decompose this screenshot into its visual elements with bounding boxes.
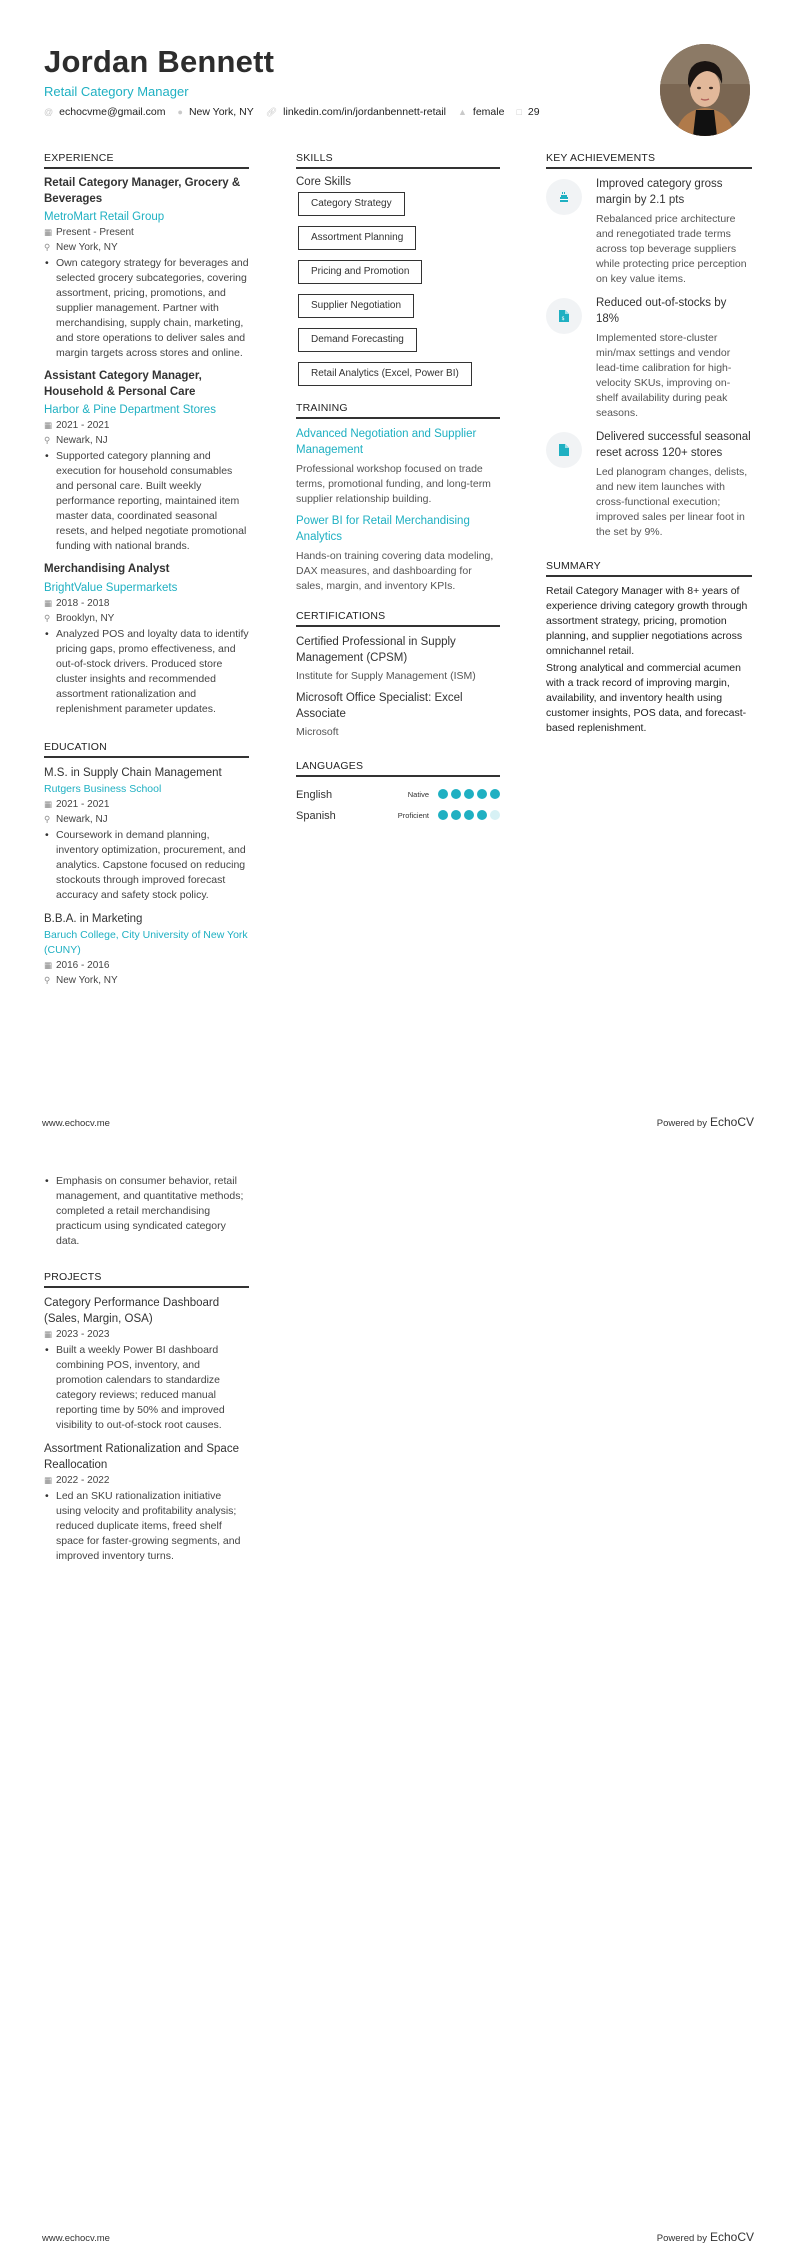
location-pin-icon: ⚲ — [44, 435, 51, 445]
location-pin-icon: ⚲ — [44, 242, 51, 252]
portrait-image — [660, 44, 750, 136]
certifications-heading: CERTIFICATIONS — [296, 610, 500, 627]
skill-tag: Supplier Negotiation — [298, 294, 414, 318]
contact-linkedin[interactable]: 🔗︎ linkedin.com/in/jordanbennett-retail — [265, 106, 446, 118]
certification-issuer: Institute for Supply Management (ISM) — [296, 670, 476, 682]
experience-entry — [44, 369, 249, 554]
dot-filled — [490, 789, 500, 799]
language-row — [296, 805, 500, 826]
job-title: Assistant Category Manager, Household & Personal Care — [44, 370, 202, 398]
school-name: Baruch College, City University of New York (CUNY) — [44, 928, 248, 956]
certification-entry — [296, 690, 500, 740]
degree: B.B.A. in Marketing — [44, 912, 143, 925]
left-column-continued — [44, 1173, 249, 1572]
achievement-title: Delivered successful seasonal reset across 120+ stores — [596, 431, 751, 459]
skill-tag: Pricing and Promotion — [298, 260, 422, 284]
edu-location: ⚲ New York, NY — [44, 974, 118, 986]
calendar-icon: ▦ — [44, 1475, 53, 1485]
dot-empty — [490, 810, 500, 820]
training-title: Advanced Negotiation and Supplier Management — [296, 428, 477, 456]
candidate-name: Jordan Bennett — [44, 44, 275, 79]
project-dates: ▦ 2023 - 2023 — [44, 1329, 110, 1340]
location-pin-icon: ⚲ — [44, 612, 51, 623]
calendar-icon: ▦ — [44, 959, 53, 970]
language-row — [296, 784, 500, 805]
skills-heading: SKILLS — [296, 152, 500, 169]
proficiency-dots — [435, 807, 500, 825]
training-description: Professional workshop focused on trade terms, promotional funding, and long-term supplier relationship building. — [296, 463, 491, 505]
job-bullets — [44, 449, 249, 554]
calendar-icon: ▦ — [44, 597, 53, 608]
company-name: MetroMart Retail Group — [44, 211, 165, 223]
achievement-item — [546, 429, 752, 540]
footer-brand[interactable]: EchoCV — [709, 2230, 754, 2244]
company-name: Harbor & Pine Department Stores — [44, 404, 216, 416]
achievement-description: Led planogram changes, delists, and new item launches with cross-functional execution; improved sales per linear foot in the set by 9%. — [596, 466, 748, 538]
contact-location: ● New York, NY — [177, 106, 254, 118]
achievement-item — [546, 295, 752, 421]
bullet-item: • Emphasis on consumer behavior, retail management, and quantitative methods; completed a retail merchandising practicum using syndicated category data. — [44, 1174, 249, 1249]
contact-email[interactable]: @ echocvme@gmail.com — [44, 106, 166, 118]
location-pin-icon: ⚲ — [44, 974, 51, 985]
dot-filled — [438, 810, 448, 820]
achievement-description: Rebalanced price architecture and renegotiated trade terms across top beverage suppliers while protecting price perception on key value items. — [596, 213, 747, 285]
skill-tag: Retail Analytics (Excel, Power BI) — [298, 362, 472, 386]
job-dates: ▦ 2021 - 2021 — [44, 420, 110, 431]
language-level: Native — [407, 790, 429, 799]
dot-filled — [477, 810, 487, 820]
certification-entry — [296, 634, 500, 684]
dot-filled — [464, 789, 474, 799]
language-name: English — [296, 788, 333, 801]
dot-filled — [464, 810, 474, 820]
edu-location: ⚲ Newark, NJ — [44, 813, 108, 825]
achievement-title: Reduced out-of-stocks by 18% — [596, 297, 727, 325]
training-heading: TRAINING — [296, 402, 500, 419]
contact-gender: ▲ female — [458, 106, 505, 118]
education-entry — [44, 911, 249, 988]
location-pin-icon: ● — [177, 107, 183, 117]
skills-list — [296, 192, 500, 396]
page-footer — [42, 2230, 754, 2244]
project-bullets — [44, 1489, 249, 1564]
summary-paragraph: Retail Category Manager with 8+ years of experience driving category growth through assortment strategy, pricing, promotion planning, and supplier negotiations across omnichannel retail. — [546, 585, 748, 657]
dot-filled — [477, 789, 487, 799]
footer-brand[interactable]: EchoCV — [709, 1115, 754, 1129]
job-dates: ▦ 2018 - 2018 — [44, 597, 110, 609]
proficiency-dots — [435, 786, 500, 804]
calendar-icon: □ — [516, 107, 522, 117]
calendar-icon: ▦ — [44, 420, 53, 430]
bullet-item: • Analyzed POS and loyalty data to identify pricing gaps, promo effectiveness, and out-of-stock drivers. Produced store cluster insights and recommended assortment rationalization and replenishment parameter updates. — [44, 627, 249, 717]
dot-filled — [451, 789, 461, 799]
resume-header — [44, 44, 644, 118]
skills-group-label: Core Skills — [296, 176, 351, 188]
job-location: ⚲ New York, NY — [44, 242, 118, 253]
achievement-description: Implemented store-cluster min/max settings and vendor lead-time calibration for high-velocity SKUs, improving on-shelf availability during peak seasons. — [596, 332, 732, 419]
at-icon: @ — [44, 107, 54, 117]
contact-row — [44, 106, 644, 118]
contact-age: □ 29 — [516, 106, 540, 118]
skill-tag: Assortment Planning — [298, 226, 416, 250]
footer-website[interactable]: www.echocv.me — [42, 2233, 110, 2244]
footer-website[interactable]: www.echocv.me — [42, 1118, 110, 1129]
right-column — [546, 152, 752, 738]
school-name: Rutgers Business School — [44, 782, 162, 795]
job-bullets — [44, 256, 249, 361]
profile-photo — [660, 44, 750, 136]
summary-text — [546, 584, 752, 736]
education-entry — [44, 765, 249, 903]
job-bullets — [44, 627, 249, 717]
job-title: Retail Category Manager, Grocery & Beverages — [44, 177, 241, 205]
training-entry — [296, 426, 500, 507]
job-location: ⚲ Newark, NJ — [44, 435, 108, 446]
bullet-item: • Own category strategy for beverages and selected grocery subcategories, covering assortment, pricing, promotions, and supplier management. Partner with merchandising, supply chain, marketing, and store operations to deliver sales and margin targets across stores and online. — [44, 256, 249, 361]
calendar-icon: ▦ — [44, 1329, 53, 1339]
training-title: Power BI for Retail Merchandising Analytics — [296, 515, 470, 543]
edu-bullets — [44, 828, 249, 903]
skill-tag: Demand Forecasting — [298, 328, 417, 352]
achievement-item — [546, 176, 752, 287]
experience-entry — [44, 562, 249, 717]
achievement-title: Improved category gross margin by 2.1 pts — [596, 178, 723, 206]
summary-heading: SUMMARY — [546, 560, 752, 577]
resume-page-2 — [0, 1123, 794, 2246]
calendar-icon: ▦ — [44, 798, 53, 809]
project-dates: ▦ 2022 - 2022 — [44, 1475, 110, 1486]
footer-powered: Powered by EchoCV — [656, 1115, 754, 1129]
bullet-item: • Supported category planning and execution for household consumables and personal care. Built weekly performance reporting, maintained item master data, coordinated seasonal resets, and helped negotiate promotional funding with national brands. — [44, 449, 249, 554]
cake-icon — [546, 179, 582, 215]
location-pin-icon: ⚲ — [44, 813, 51, 824]
calendar-icon: ▦ — [44, 227, 53, 237]
dot-filled — [451, 810, 461, 820]
middle-column — [296, 152, 500, 826]
language-level: Proficient — [397, 811, 429, 820]
project-bullets — [44, 1343, 249, 1433]
summary-paragraph: Strong analytical and commercial acumen with a track record of improving margin, availability, and inventory health using customer insights, POS data, and forecast-based replenishment. — [546, 662, 747, 734]
file-invoice-icon — [546, 298, 582, 334]
svg-text:$: $ — [561, 316, 565, 322]
link-icon: 🔗︎ — [265, 106, 278, 117]
project-entry — [44, 1295, 249, 1433]
company-name: BrightValue Supermarkets — [44, 581, 178, 594]
bullet-item: • Coursework in demand planning, inventory optimization, procurement, and analytics. Capstone focused on reducing stockouts through improved forecast accuracy and safety stock policy. — [44, 828, 249, 903]
person-icon: ▲ — [458, 107, 467, 117]
certification-name: Microsoft Office Specialist: Excel Associate — [296, 692, 463, 720]
dot-filled — [438, 789, 448, 799]
project-title: Category Performance Dashboard (Sales, Margin, OSA) — [44, 1297, 220, 1325]
left-column — [44, 152, 249, 996]
degree: M.S. in Supply Chain Management — [44, 766, 222, 779]
candidate-role: Retail Category Manager — [44, 84, 189, 99]
bullet-item: • Led an SKU rationalization initiative using velocity and profitability analysis; reduced duplicate items, freed shelf space for faster-growing segments, and improved inventory turns. — [44, 1489, 249, 1564]
edu-bullets — [44, 1174, 249, 1249]
certification-name: Certified Professional in Supply Management (CPSM) — [296, 636, 456, 664]
training-description: Hands-on training covering data modeling, DAX measures, and dashboarding for sales, margin, and inventory KPIs. — [296, 550, 494, 592]
job-dates: ▦ Present - Present — [44, 227, 134, 238]
file-icon — [546, 432, 582, 468]
project-title: Assortment Rationalization and Space Reallocation — [44, 1443, 239, 1471]
skill-tag: Category Strategy — [298, 192, 405, 216]
projects-heading: PROJECTS — [44, 1271, 249, 1288]
languages-heading: LANGUAGES — [296, 760, 500, 777]
experience-heading: EXPERIENCE — [44, 152, 249, 169]
achievements-heading: KEY ACHIEVEMENTS — [546, 152, 752, 169]
edu-dates: ▦ 2021 - 2021 — [44, 798, 110, 810]
edu-dates: ▦ 2016 - 2016 — [44, 959, 110, 971]
certification-issuer: Microsoft — [296, 726, 339, 738]
job-title: Merchandising Analyst — [44, 563, 170, 575]
experience-entry — [44, 176, 249, 361]
education-heading: EDUCATION — [44, 741, 249, 758]
footer-powered: Powered by EchoCV — [656, 2230, 754, 2244]
training-entry — [296, 513, 500, 594]
language-name: Spanish — [296, 809, 336, 822]
job-location: ⚲ Brooklyn, NY — [44, 612, 115, 624]
bullet-item: • Built a weekly Power BI dashboard combining POS, inventory, and promotion calendars to standardize category reviews; reduced manual reporting time by 50% and improved visibility to out-of-stock root causes. — [44, 1343, 249, 1433]
project-entry — [44, 1441, 249, 1564]
